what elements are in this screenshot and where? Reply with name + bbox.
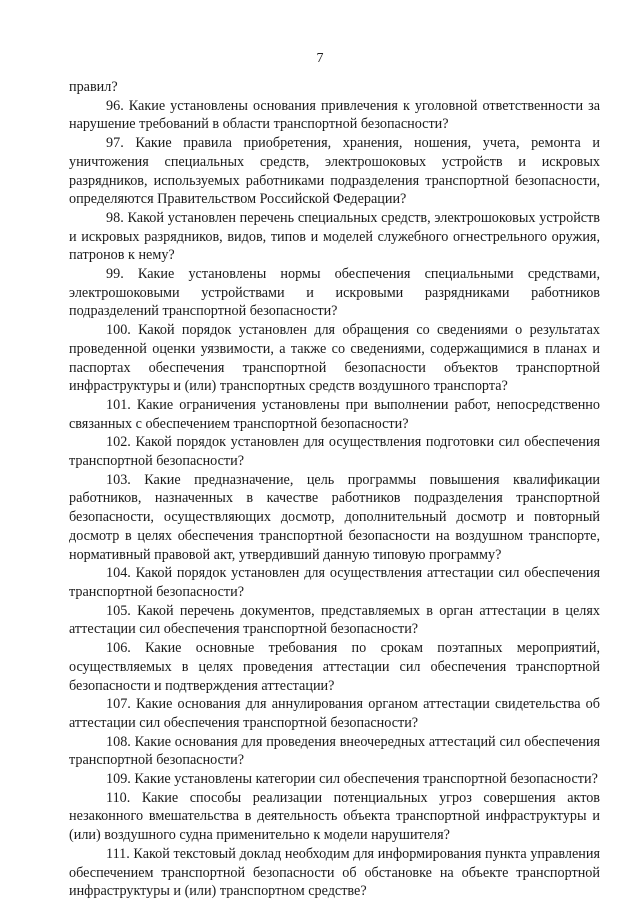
question-105: 105. Какой перечень документов, представляемых в орган аттестации в целях аттестации сил обеспечения транспортной безопасности? [69,602,600,638]
page-number: 7 [316,51,324,66]
question-99: 99. Какие установлены нормы обеспечения специальными средствами, электрошоковыми устройствами и искровыми разрядниками работников подразделений транспортной безопасности? [69,266,600,320]
paragraph-continuation: правил? [69,79,118,95]
question-106: 106. Какие основные требования по срокам поэтапных мероприятий, осуществляемых в целях проведения аттестации сил обеспечения транспортной безопасности и подтверждения аттестации? [69,640,600,694]
question-109: 109. Какие установлены категории сил обеспечения транспортной безопасности? [106,771,598,788]
question-96: 96. Какие установлены основания привлечения к уголовной ответственности за нарушение требований в области транспортной безопасности? [69,97,600,133]
question-108: 108. Какие основания для проведения внеочередных аттестаций сил обеспечения транспортной безопасности? [69,733,600,769]
question-104: 104. Какой порядок установлен для осуществления аттестации сил обеспечения транспортной безопасности? [69,565,600,600]
question-98: 98. Какой установлен перечень специальных средств, электрошоковых устройств и искровых разрядников, видов, типов и моделей служебного огнестрельного оружия, патронов к нему? [69,209,600,264]
question-110: 110. Какие способы реализации потенциальных угроз совершения актов незаконного вмешательства в деятельность объекта транспортной инфраструктуры и (или) воздушного судна применительно к модели нарушителя? [69,789,600,844]
question-111: 111. Какой текстовый доклад необходим для информирования пункта управления обеспечением транспортной безопасности об обстановке на объекте транспортной инфраструктуры и (или) транспортном средстве? [69,845,600,900]
question-103: 103. Какие предназначение, цель программы повышения квалификации работников, назначенных в качестве работников подразделения транспортной безопасности, осуществляющих досмотр, дополнительный досмотр и повторный досмотр в целях обеспечения транспортной безопасности на воздушном транспорте, нормативный правовой акт, утвердивший данную типовую программу? [69,471,600,563]
question-107: 107. Какие основания для аннулирования органом аттестации свидетельства об аттестации сил обеспечения транспортной безопасности? [69,696,600,731]
question-102: 102. Какой порядок установлен для осуществления подготовки сил обеспечения транспортной безопасности? [69,434,600,470]
question-101: 101. Какие ограничения установлены при выполнении работ, непосредственно связанных с обеспечением транспортной безопасности? [69,396,600,432]
question-97: 97. Какие правила приобретения, хранения, ношения, учета, ремонта и уничтожения специальных средств, электрошоковых устройств и искровых разрядников, используемых работниками подразделения транспортной безопасности, определяются Правительством Российской Федерации? [69,135,600,208]
document-body [69,78,600,901]
question-100: 100. Какой порядок установлен для обращения со сведениями о результатах проведенной оценки уязвимости, а также со сведениями, содержащимися в планах и паспортах обеспечения транспортной безопасности объектов транспортной инфраструктуры и (или) транспортных средств воздушного транспорта? [69,322,600,395]
